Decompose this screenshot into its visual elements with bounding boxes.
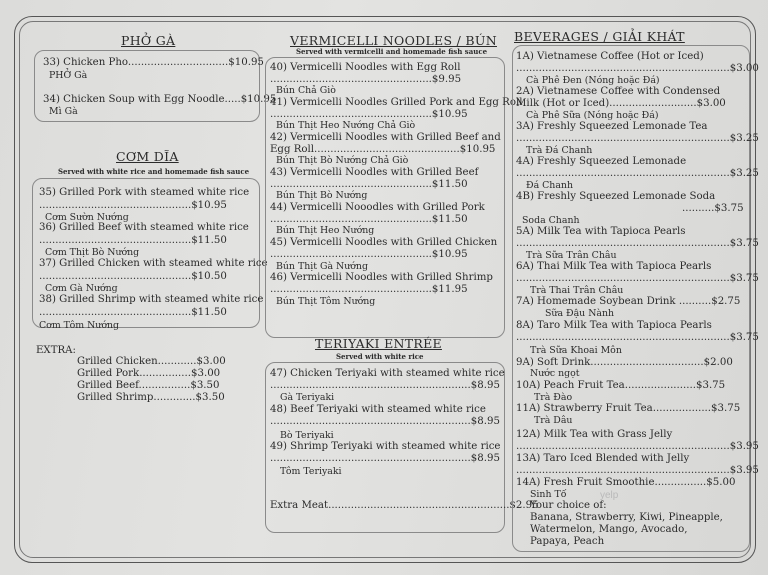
menu-item: 47) Chicken Teriyaki with steamed white rice — [270, 368, 505, 379]
menu-item-price: ..............................................................$8.95 — [270, 453, 500, 464]
menu-item: 37) Grilled Chicken with steamed white rice — [39, 258, 268, 269]
menu-item: 10A) Peach Fruit Tea......................$3.75 — [516, 380, 726, 391]
menu-item: 8A) Taro Milk Tea with Tapioca Pearls — [516, 320, 712, 331]
menu-item-vietnamese: Sữa Đậu Nành — [545, 308, 615, 319]
menu-item-price: ...............................................$10.50 — [39, 271, 227, 282]
menu-item: 49) Shrimp Teriyaki with steamed white rice — [270, 441, 501, 452]
menu-item-vietnamese: Cơm Tôm Nướng — [39, 320, 120, 331]
extra-item: Grilled Shrimp.............$3.50 — [77, 392, 225, 403]
menu-item: 38) Grilled Shrimp with steamed white rice — [39, 294, 264, 305]
menu-item-vietnamese: Bún Thịt Heo Nướng — [276, 225, 375, 236]
menu-item-price: Extra Meat........................................................$2.95 — [270, 500, 539, 511]
teriyaki-title: TERIYAKI ENTRÉE — [315, 336, 442, 351]
smoothie-choice: Papaya, Peach — [530, 536, 605, 547]
menu-item: 35) Grilled Pork with steamed white rice — [39, 187, 250, 198]
extra-label: EXTRA: — [36, 345, 76, 356]
menu-item: 2A) Vietnamese Coffee with Condensed — [516, 86, 721, 97]
menu-item: 11A) Strawberry Fruit Tea..................$3.75 — [516, 403, 741, 414]
menu-item-price: ..................................................................$3.00 — [516, 63, 759, 74]
menu-item-price: ..............................................................$8.95 — [270, 416, 500, 427]
smoothie-choice: Banana, Strawberry, Kiwi, Pineapple, — [530, 512, 723, 523]
com-dia-subtitle: Served with white rice and homemade fish sauce — [58, 167, 250, 176]
extra-item: Grilled Pork................$3.00 — [77, 368, 221, 379]
menu-item: 48) Beef Teriyaki with steamed white rice — [270, 404, 486, 415]
menu-item-price: ..................................................$10.95 — [270, 109, 468, 120]
vermicelli-title: VERMICELLI NOODLES / BÚN — [290, 33, 497, 48]
extra-item: Grilled Beef................$3.50 — [77, 380, 220, 391]
smoothie-choice: Watermelon, Mango, Avocado, — [530, 524, 688, 535]
menu-item: 6A) Thai Milk Tea with Tapioca Pearls — [516, 261, 712, 272]
menu-item-vietnamese: Cơm Gà Nướng — [45, 283, 118, 294]
extra-item: Grilled Chicken............$3.00 — [77, 356, 226, 367]
menu-item-vietnamese: Mì Gà — [49, 106, 78, 117]
menu-item-price: ..................................................................$3.75 — [516, 238, 759, 249]
pho-ga-title: PHỞ GÀ — [121, 33, 176, 48]
menu-item-vietnamese: Bún Thịt Bò Nướng Chả Giò — [276, 155, 409, 166]
menu-item-vietnamese: Tôm Teriyaki — [280, 466, 342, 477]
menu-item-vietnamese: Bún Thịt Heo Nướng Chả Giò — [276, 120, 416, 131]
menu-item-price: ..................................................................$3.25 — [516, 168, 759, 179]
menu-item: 41) Vermicelli Noodles Grilled Pork and Egg Roll — [270, 97, 523, 108]
menu-item-vietnamese: Nước ngọt — [530, 368, 580, 379]
menu-item: 46) Vermicelli Noodles with Grilled Shrimp — [270, 272, 493, 283]
menu-item-vietnamese: Đá Chanh — [526, 180, 574, 191]
menu-item: 44) Vermicelli Nooodles with Grilled Pork — [270, 202, 485, 213]
menu-item-price: Egg Roll.............................................$10.95 — [270, 144, 496, 155]
com-dia-title: CƠM DĨA — [116, 149, 179, 164]
menu-item: 5A) Milk Tea with Tapioca Pearls — [516, 226, 686, 237]
menu-item-price: ..........$3.75 — [682, 203, 744, 214]
menu-item-price: ...............................................$11.50 — [39, 235, 227, 246]
watermark: yelp — [600, 490, 619, 501]
menu-item: 13A) Taro Iced Blended with Jelly — [516, 453, 690, 464]
menu-item-price: ..................................................$11.50 — [270, 214, 468, 225]
menu-item: 36) Grilled Beef with steamed white rice — [39, 222, 249, 233]
menu-item: 33) Chicken Pho...............................$10.95 — [43, 57, 264, 68]
menu-item-price: Milk (Hot or Iced)...........................$3.00 — [516, 98, 726, 109]
menu-item: 45) Vermicelli Noodles with Grilled Chicken — [270, 237, 498, 248]
menu-item-vietnamese: Bún Chả Giò — [276, 85, 336, 96]
menu-item: 40) Vermicelli Noodles with Egg Roll — [270, 62, 461, 73]
menu-item-vietnamese: Trà Sữa Khoai Môn — [530, 345, 622, 356]
menu-item-vietnamese: Sinh Tố — [530, 489, 567, 500]
menu-item-price: ..................................................$11.95 — [270, 284, 468, 295]
menu-item-vietnamese: Trà Dâu — [534, 415, 573, 426]
menu-item-price: ..................................................................$3.95 — [516, 465, 759, 476]
menu-item-vietnamese: Trà Đào — [534, 392, 573, 403]
menu-item-vietnamese: Gà Teriyaki — [280, 392, 335, 403]
menu-item: 42) Vermicelli Noodles with Grilled Beef and — [270, 132, 501, 143]
menu-item: 1A) Vietnamese Coffee (Hot or Iced) — [516, 51, 704, 62]
menu-item: 43) Vermicelli Noodles with Grilled Beef — [270, 167, 479, 178]
menu-item-price: ..................................................................$3.25 — [516, 133, 759, 144]
menu-item-vietnamese: Bún Thịt Gà Nướng — [276, 261, 368, 272]
menu-item: 4A) Freshly Squeezed Lemonade — [516, 156, 687, 167]
menu-item-price: ...............................................$10.95 — [39, 200, 227, 211]
menu-item-price: ..................................................$11.50 — [270, 179, 468, 190]
menu-item-vietnamese: Cơm Sườn Nướng — [45, 212, 129, 223]
menu-item: 3A) Freshly Squeezed Lemonade Tea — [516, 121, 708, 132]
menu-item: 34) Chicken Soup with Egg Noodle.....$10.95 — [43, 94, 277, 105]
menu-item-vietnamese: Trà Đá Chanh — [526, 145, 593, 156]
menu-item-vietnamese: Soda Chanh — [522, 215, 580, 226]
beverages-title: BEVERAGES / GIẢI KHÁT — [514, 29, 685, 44]
menu-item-vietnamese: Bún Thịt Tôm Nướng — [276, 296, 376, 307]
menu-item-vietnamese: Trà Thai Trân Châu — [530, 285, 624, 296]
menu-item-vietnamese: PHỞ Gà — [49, 70, 88, 81]
menu-item-price: ...............................................$11.50 — [39, 307, 227, 318]
menu-item: 14A) Fresh Fruit Smoothie................$5.00 — [516, 477, 736, 488]
teriyaki-subtitle: Served with white rice — [336, 352, 424, 361]
menu-item-vietnamese: Trà Sữa Trân Châu — [526, 250, 617, 261]
menu-item: 12A) Milk Tea with Grass Jelly — [516, 429, 673, 440]
menu-item-vietnamese: Bò Teriyaki — [280, 430, 334, 441]
menu-item: 4B) Freshly Squeezed Lemonade Soda — [516, 191, 716, 202]
menu-item-vietnamese: Bún Thịt Bò Nướng — [276, 190, 368, 201]
menu-item: 9A) Soft Drink...................................$2.00 — [516, 357, 733, 368]
menu-item-vietnamese: Cà Phê Đen (Nóng hoặc Đá) — [526, 75, 660, 86]
menu-item-vietnamese: Cơm Thịt Bò Nướng — [45, 247, 140, 258]
menu-item-price: ..............................................................$8.95 — [270, 380, 500, 391]
vermicelli-subtitle: Served with vermicelli and homemade fish sauce — [296, 47, 488, 56]
menu-item-price: ..................................................................$3.75 — [516, 273, 759, 284]
menu-item-price: ..................................................$9.95 — [270, 74, 462, 85]
menu-item-price: ..................................................................$3.95 — [516, 441, 759, 452]
smoothie-choice-label: Your choice of: — [530, 500, 607, 511]
menu-item-price: ..................................................$10.95 — [270, 249, 468, 260]
menu-item: 7A) Homemade Soybean Drink ..........$2.75 — [516, 296, 741, 307]
menu-item-vietnamese: Cà Phê Sữa (Nóng hoặc Đá) — [526, 110, 659, 121]
menu-item-price: ..................................................................$3.75 — [516, 332, 759, 343]
